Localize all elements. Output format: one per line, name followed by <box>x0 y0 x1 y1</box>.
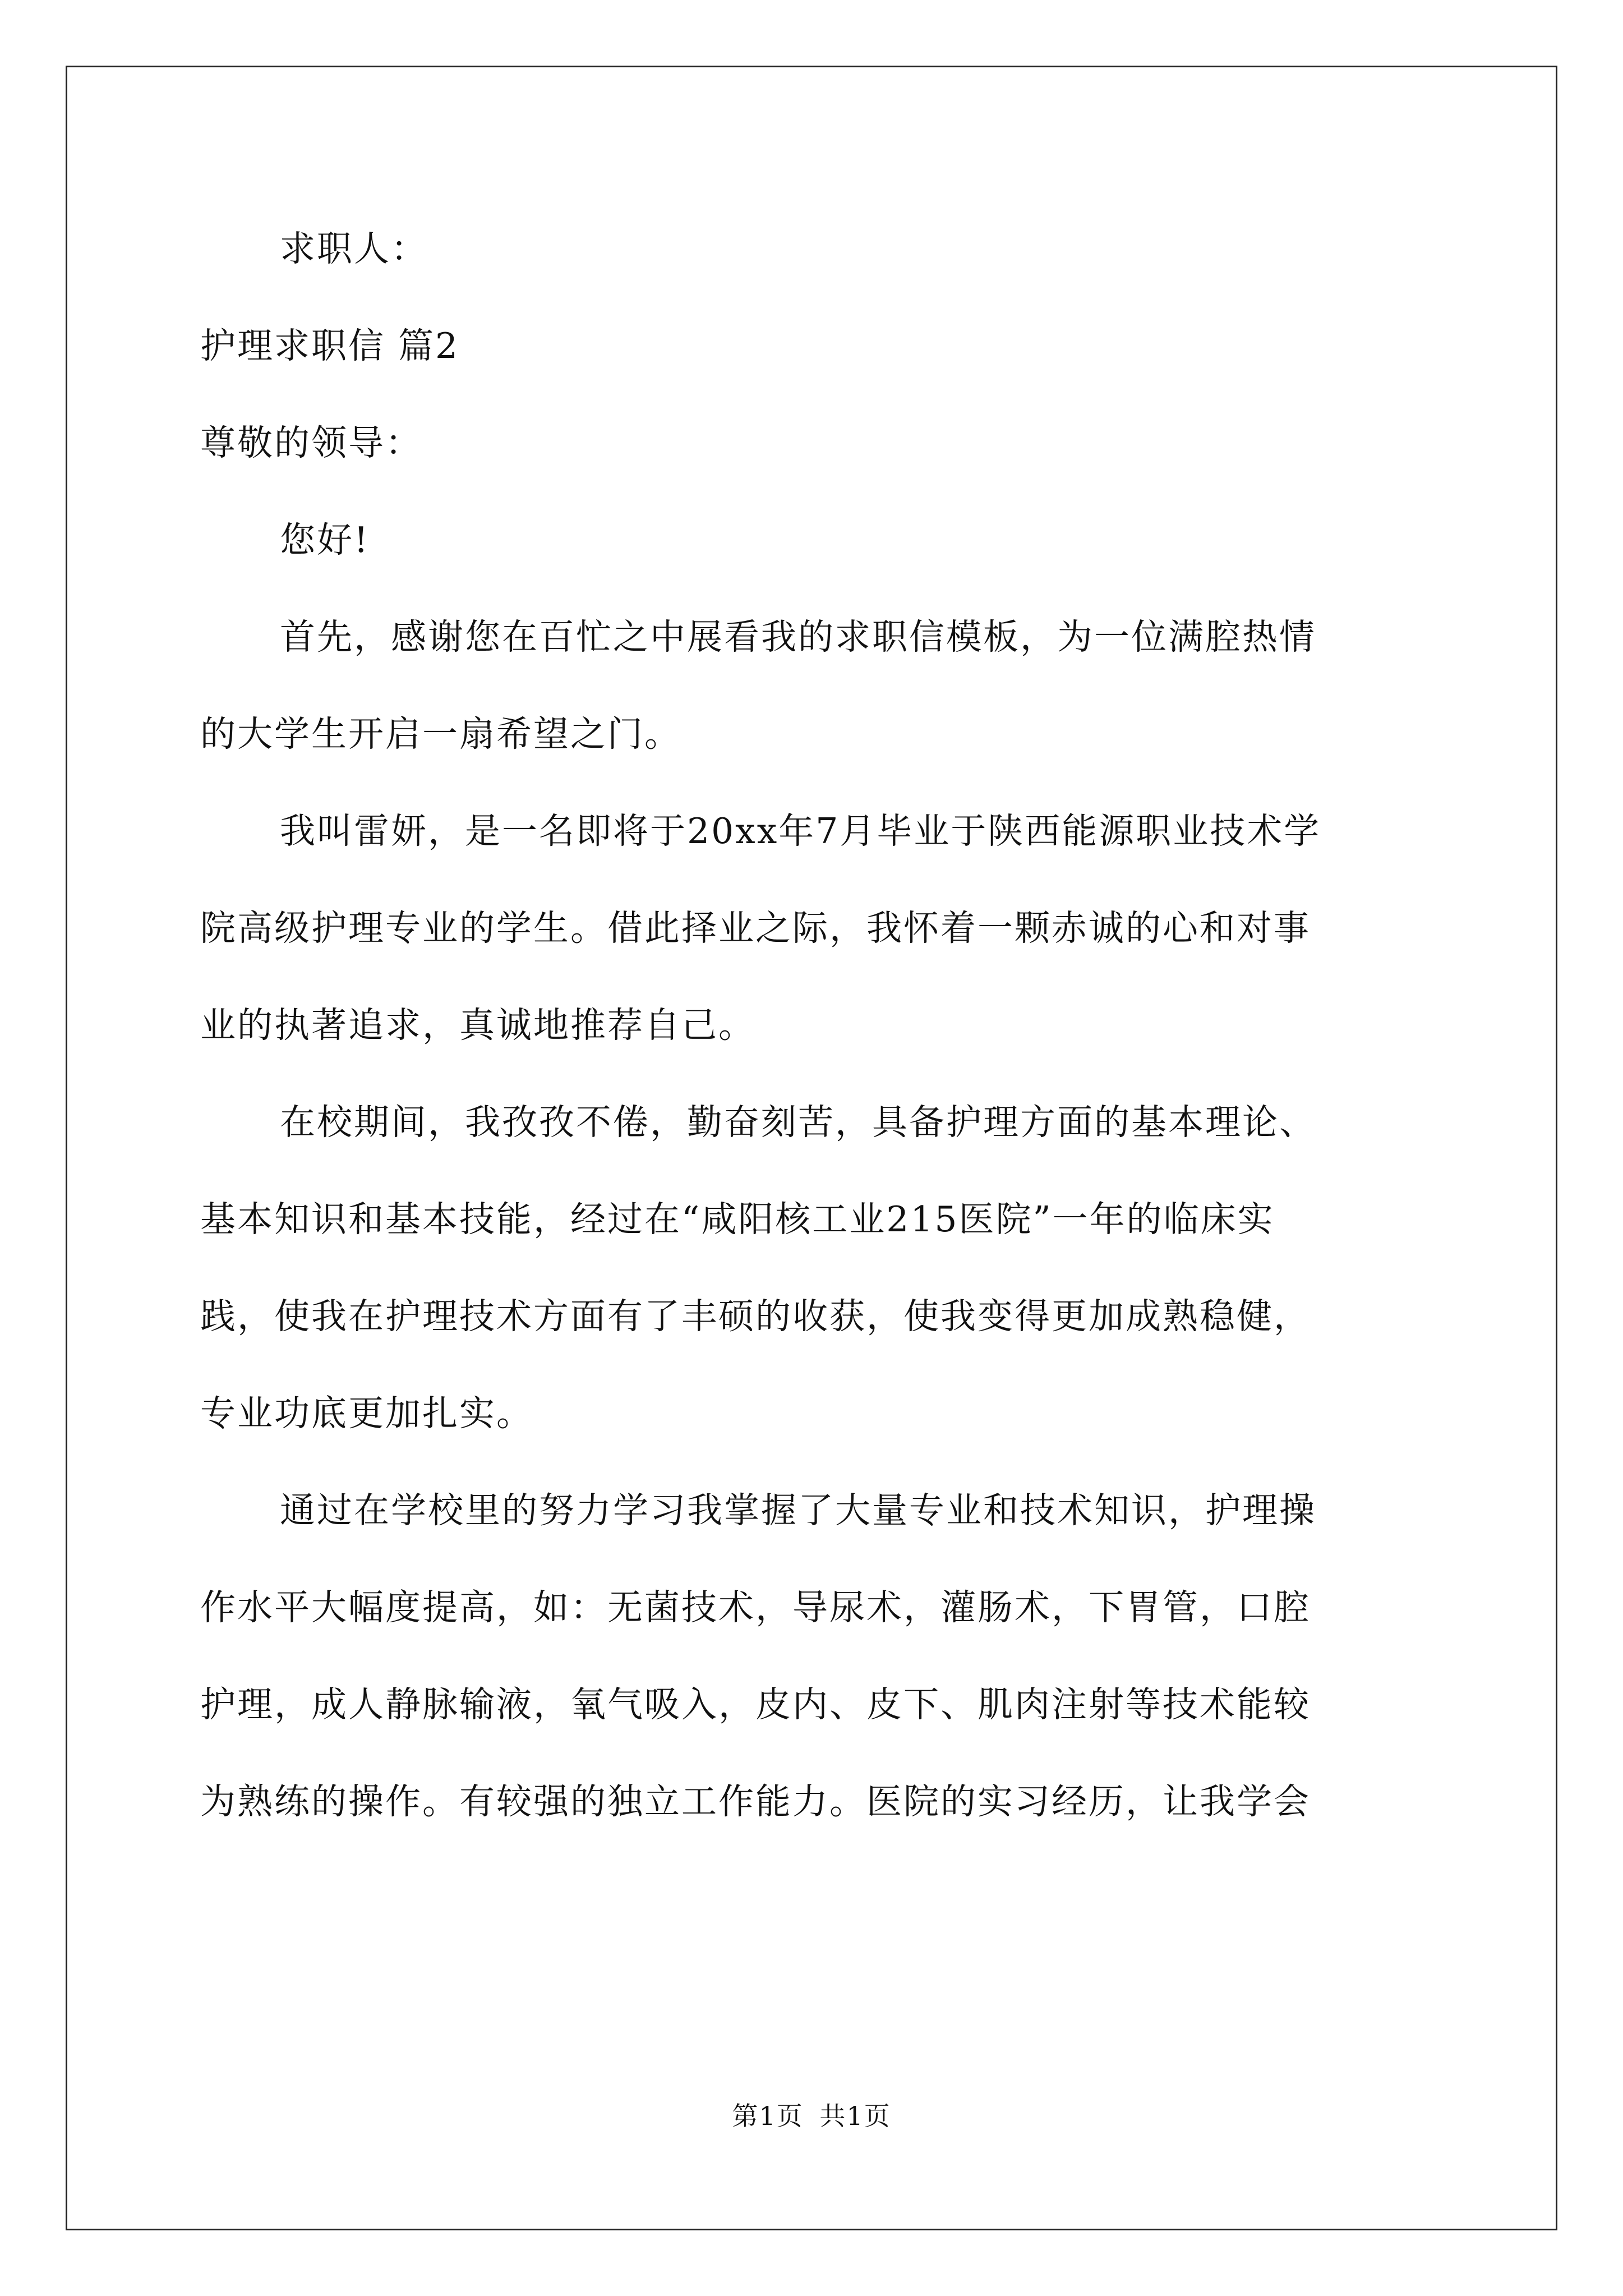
page-footer <box>0 2099 1623 2133</box>
paragraph-line: 通过在学校里的努力学习我掌握了大量专业和技术知识，护理操 <box>280 1490 1316 1531</box>
paragraph-line: 的大学生开启一扇希望之门。 <box>200 714 681 754</box>
paragraph-line: 基本知识和基本技能，经过在“咸阳核工业215医院”一年的临床实 <box>200 1199 1275 1240</box>
paragraph-line: 院高级护理专业的学生。借此择业之际，我怀着一颗赤诚的心和对事 <box>200 908 1311 949</box>
paragraph-line: 在校期间，我孜孜不倦，勤奋刻苦，具备护理方面的基本理论、 <box>280 1102 1316 1143</box>
line-job-seeker: 求职人： <box>280 228 428 269</box>
page-total: 共1页 <box>819 2101 891 2131</box>
paragraph-line: 专业功底更加扎实。 <box>200 1393 533 1434</box>
paragraph-line: 首先，感谢您在百忙之中展看我的求职信模板，为一位满腔热情 <box>280 616 1316 657</box>
paragraph-line: 为熟练的操作。有较强的独立工作能力。医院的实习经历，让我学会 <box>200 1781 1311 1822</box>
document-body <box>200 223 1433 1873</box>
paragraph-line: 护理，成人静脉输液，氧气吸入，皮内、皮下、肌肉注射等技术能较 <box>200 1684 1311 1725</box>
line-salutation: 尊敬的领导： <box>200 422 422 463</box>
line-greeting: 您好! <box>280 519 370 560</box>
paragraph-line: 作水平大幅度提高，如：无菌技术，导尿术，灌肠术，下胃管，口腔 <box>200 1587 1311 1628</box>
paragraph-line: 践，使我在护理技术方面有了丰硕的收获，使我变得更加成熟稳健， <box>200 1296 1311 1337</box>
paragraph-line: 我叫雷妍，是一名即将于20xx年7月毕业于陕西能源职业技术学 <box>280 811 1321 852</box>
line-title: 护理求职信 篇2 <box>200 325 460 366</box>
paragraph-line: 业的执著追求，真诚地推荐自己。 <box>200 1005 755 1046</box>
page-number: 第1页 <box>732 2101 804 2131</box>
